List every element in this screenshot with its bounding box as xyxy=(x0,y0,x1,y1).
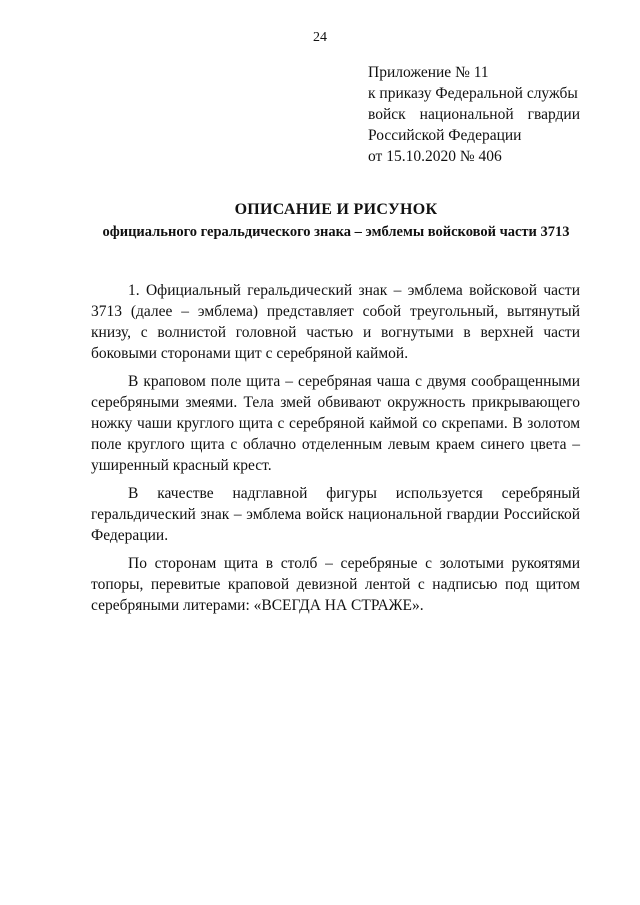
paragraph: В краповом поле щита – серебряная чаша с двумя сообращенными серебряными змеями. Тела змей обвивают окружность прикрывающего ножку чаши круглого щита с серебряной каймой со скрепами. В золотом поле круглого щита с облачно отделенным левым краем синего цвета – уширенный красный крест. xyxy=(91,373,580,474)
appendix-word: гвардии xyxy=(527,106,580,123)
appendix-federation-line: Российской Федерации xyxy=(368,127,522,144)
document-title: ОПИСАНИЕ И РИСУНОК xyxy=(234,201,438,218)
document-body xyxy=(91,280,580,623)
paragraph: В качестве надглавной фигуры используется серебряный геральдический знак – эмблема войск национальной гвардии Российской Федерации. xyxy=(91,485,580,544)
paragraph: 1. Официальный геральдический знак – эмблема войсковой части 3713 (далее – эмблема) представляет собой треугольный, вытянутый книзу, с волнистой головной частью и вогнутыми в верхней части боковыми сторонами щит с серебряной каймой. xyxy=(91,282,580,362)
appendix-block xyxy=(368,62,580,167)
paragraph: По сторонам щита в столб – серебряные с золотыми рукоятями топоры, перевитые краповой девизной лентой с надписью под щитом серебряными литерами: «ВСЕГДА НА СТРАЖЕ». xyxy=(91,555,580,614)
appendix-order-line: к приказу Федеральной службы xyxy=(368,85,578,102)
appendix-number: Приложение № 11 xyxy=(368,64,489,81)
appendix-date-line: от 15.10.2020 № 406 xyxy=(368,148,502,165)
document-subtitle: официального геральдического знака – эмблемы войсковой части 3713 xyxy=(102,224,570,240)
page-number: 24 xyxy=(313,30,327,45)
appendix-word: национальной xyxy=(419,106,514,123)
appendix-word: войск xyxy=(368,106,406,123)
appendix-troops-line xyxy=(368,104,580,125)
